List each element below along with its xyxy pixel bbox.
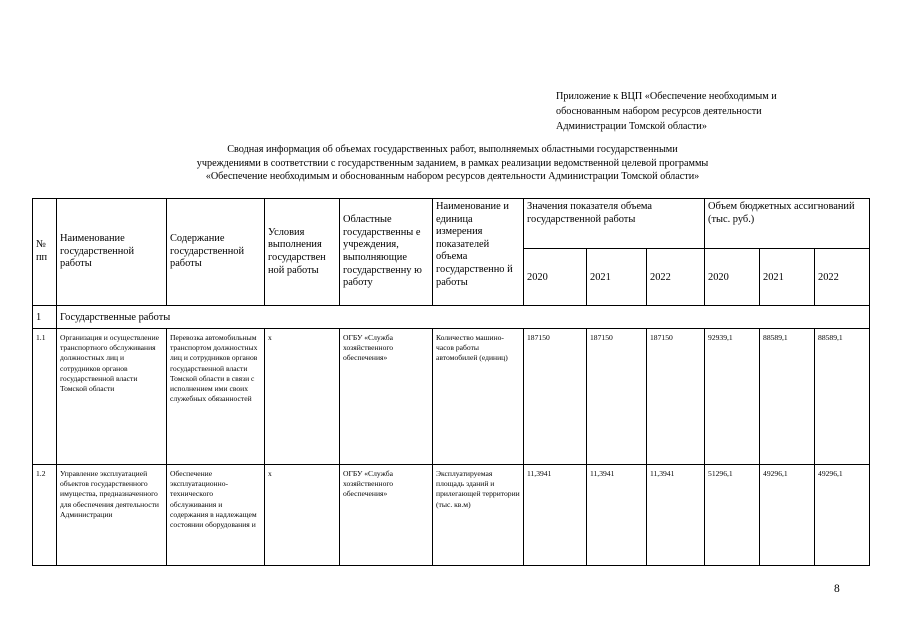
- section-row: [33, 306, 870, 329]
- works-table: [32, 198, 870, 566]
- appendix-line: Администрации Томской области»: [556, 121, 707, 132]
- header-year: 2020: [524, 249, 587, 306]
- row-volume-2022: 11,3941: [647, 465, 705, 566]
- title-line: «Обеспечение необходимым и обоснованным набором ресурсов деятельности Администрации Томской области»: [205, 171, 700, 182]
- header-year: 2021: [760, 249, 815, 306]
- row-volume-2020: 187150: [524, 329, 587, 465]
- title-line: Сводная информация об объемах государственных работ, выполняемых областными государственными: [227, 144, 678, 155]
- row-unit: Количество машино-часов работы автомобилей (единиц): [433, 329, 524, 465]
- header-name: Наименование государственной работы: [57, 199, 167, 306]
- header-year: 2020: [705, 249, 760, 306]
- appendix-note: [556, 89, 856, 134]
- row-conditions: х: [265, 329, 340, 465]
- header-budget-group: Объем бюджетных ассигнований (тыс. руб.): [705, 199, 870, 249]
- header-content: Содержание государственной работы: [167, 199, 265, 306]
- row-budget-2021: 88589,1: [760, 329, 815, 465]
- header-year: 2022: [647, 249, 705, 306]
- appendix-line: обоснованным набором ресурсов деятельности: [556, 106, 762, 117]
- title-line: учреждениями в соответствии с государственным заданием, в рамках реализации ведомственной целевой программы: [196, 157, 709, 169]
- header-volume-group: Значения показателя объема государственной работы: [524, 199, 705, 249]
- header-institutions: Областные государственны е учреждения, выполняющие государственну ю работу: [340, 199, 433, 306]
- row-budget-2020: 51296,1: [705, 465, 760, 566]
- header-year: 2021: [587, 249, 647, 306]
- document-title: [100, 143, 805, 184]
- table-row: [33, 329, 870, 465]
- row-institution: ОГБУ «Служба хозяйственного обеспечения»: [340, 329, 433, 465]
- header-conditions: Условия выполнения государствен ной работы: [265, 199, 340, 306]
- row-content: Перевозка автомобильным транспортом должностных лиц и сотрудников органов государственной власти Томской области в связи с исполнением ими своих служебных обязанностей: [167, 329, 265, 465]
- header-unit: Наименование и единица измерения показателей объема государственно й работы: [433, 199, 524, 306]
- page-number: 8: [834, 583, 840, 595]
- row-unit: Эксплуатируемая площадь зданий и прилегающей территории (тыс. кв.м): [433, 465, 524, 566]
- appendix-line: Приложение к ВЦП «Обеспечение необходимым и: [556, 91, 777, 102]
- section-num: 1: [33, 306, 57, 329]
- row-budget-2020: 92939,1: [705, 329, 760, 465]
- section-title: Государственные работы: [57, 306, 870, 329]
- row-volume-2020: 11,3941: [524, 465, 587, 566]
- row-budget-2021: 49296,1: [760, 465, 815, 566]
- row-name: Организация и осуществление транспортного обслуживания должностных лиц и сотрудников органов государственной власти Томской области: [57, 329, 167, 465]
- row-num: 1.2: [33, 465, 57, 566]
- row-institution: ОГБУ «Служба хозяйственного обеспечения»: [340, 465, 433, 566]
- table-row: [33, 465, 870, 566]
- row-conditions: х: [265, 465, 340, 566]
- header-row: [33, 199, 870, 249]
- header-num: № пп: [33, 199, 57, 306]
- header-year: 2022: [815, 249, 870, 306]
- row-volume-2022: 187150: [647, 329, 705, 465]
- row-content: Обеспечение эксплуатационно-технического обслуживания и содержания в надлежащем состоянии оборудования и: [167, 465, 265, 566]
- row-name: Управление эксплуатацией объектов государственного имущества, предназначенного для обеспечения деятельности Администрации: [57, 465, 167, 566]
- row-volume-2021: 187150: [587, 329, 647, 465]
- row-volume-2021: 11,3941: [587, 465, 647, 566]
- row-budget-2022: 88589,1: [815, 329, 870, 465]
- row-num: 1.1: [33, 329, 57, 465]
- row-budget-2022: 49296,1: [815, 465, 870, 566]
